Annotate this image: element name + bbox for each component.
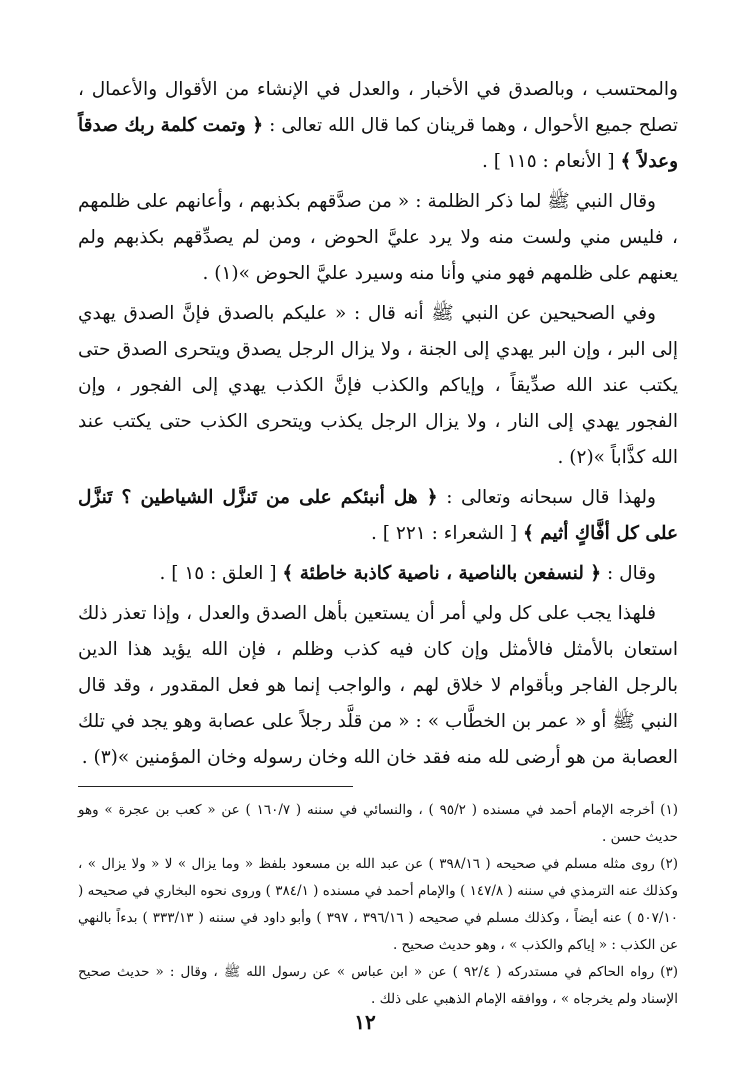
paragraph-5 xyxy=(78,556,678,592)
paragraph-4-text: ولهذا قال سبحانه وتعالى : xyxy=(437,487,656,508)
quran-verse-2: ﴿ هل أنبئكم على من تَنزَّل الشياطين ؟ تَنزَّل على كل أفَّاكٍ أثيم ﴾ xyxy=(78,487,678,544)
paragraph-2-text: وقال النبي ﷺ لما ذكر الظلمة : « من صدَّقهم بكذبهم ، وأعانهم على ظلمهم ، فليس مني ولست منه ولا يرد عليَّ الحوض ، ومن لم يصدِّقهم بكذبهم ولم يعنهم على ظلمهم فهو مني وأنا منه وسيرد عليَّ الحوض »(١) . xyxy=(78,191,678,284)
verse-reference-2: [ الشعراء : ٢٢١ ] . xyxy=(371,523,523,544)
paragraph-2 xyxy=(78,184,678,292)
page-number: ١٢ xyxy=(354,1010,376,1034)
verse-reference-3: [ العلق : ١٥ ] . xyxy=(159,563,283,584)
paragraph-1-text: والمحتسب ، وبالصدق في الأخبار ، والعدل في الإنشاء من الأقوال والأعمال ، تصلح جميع الأحوال ، وهما قرينان كما قال الله تعالى : xyxy=(78,79,678,136)
footnote-2: (٢) روى مثله مسلم في صحيحه ( ٣٩٨/١٦ ) عن عبد الله بن مسعود بلفظ « وما يزال » لا « ولا يزال » ، وكذلك عنه الترمذي في سننه ( ١٤٧/٨ ) والإمام أحمد في مسنده ( ٣٨٤/١ ) وروى نحوه البخاري في صحيحه ( ٥٠٧/١٠ ) عنه أيضاً ، وكذلك مسلم في صحيحه ( ٣٩٦/١٦ ، ٣٩٧ ) وأبو داود في سننه ( ٣٣٣/١٣ ) بدءاً بالنهي عن الكذب : « إياكم والكذب » ، وهو حديث صحيح . xyxy=(78,856,678,953)
page-body xyxy=(78,72,678,1013)
paragraph-5-text: وقال : xyxy=(601,563,656,584)
quran-verse-1: ﴿ وتمت كلمة ربك صدقاً وعدلاً ﴾ xyxy=(78,115,678,172)
paragraph-3 xyxy=(78,296,678,476)
footnote-1: (١) أخرجه الإمام أحمد في مسنده ( ٩٥/٢ ) ، والنسائي في سننه ( ١٦٠/٧ ) عن « كعب بن عجرة » وهو حديث حسن . xyxy=(78,802,678,845)
footnote-divider xyxy=(78,786,353,787)
paragraph-6-text: فلهذا يجب على كل ولي أمر أن يستعين بأهل الصدق والعدل ، وإذا تعذر ذلك استعان بالأمثل فالأمثل وإن كان فيه كذب وظلم ، فإن الله يؤيد هذا الدين بالرجل الفاجر وبأقوام لا خلاق لهم ، والواجب إنما هو فعل المقدور ، وقد قال النبي ﷺ أو « عمر بن الخطَّاب » : « من قلَّد رجلاً على عصابة وهو يجد في تلك العصابة من هو أرضى لله منه فقد خان الله وخان رسوله وخان المؤمنين »(٣) . xyxy=(78,603,678,768)
paragraph-3-text: وفي الصحيحين عن النبي ﷺ أنه قال : « عليكم بالصدق فإنَّ الصدق يهدي إلى البر ، وإن البر يهدي إلى الجنة ، ولا يزال الرجل يصدق ويتحرى الصدق حتى يكتب عند الله صدِّيقاً ، وإياكم والكذب فإنَّ الكذب يهدي إلى الفجور ، وإن الفجور يهدي إلى النار ، ولا يزال الرجل يكذب ويتحرى الكذب حتى يكتب عند الله كذَّاباً »(٢) . xyxy=(78,303,678,468)
paragraph-1 xyxy=(78,72,678,180)
verse-reference-1: [ الأنعام : ١١٥ ] . xyxy=(481,151,621,172)
paragraph-4 xyxy=(78,480,678,552)
paragraph-6 xyxy=(78,596,678,776)
quran-verse-3: ﴿ لنسفعن بالناصية ، ناصية كاذبة خاطئة ﴾ xyxy=(282,563,602,584)
footnote-3: (٣) رواه الحاكم في مستدركه ( ٩٢/٤ ) عن « ابن عباس » عن رسول الله ﷺ ، وقال : « حديث صحيح الإسناد ولم يخرجاه » ، ووافقه الإمام الذهبي على ذلك . xyxy=(78,964,678,1007)
